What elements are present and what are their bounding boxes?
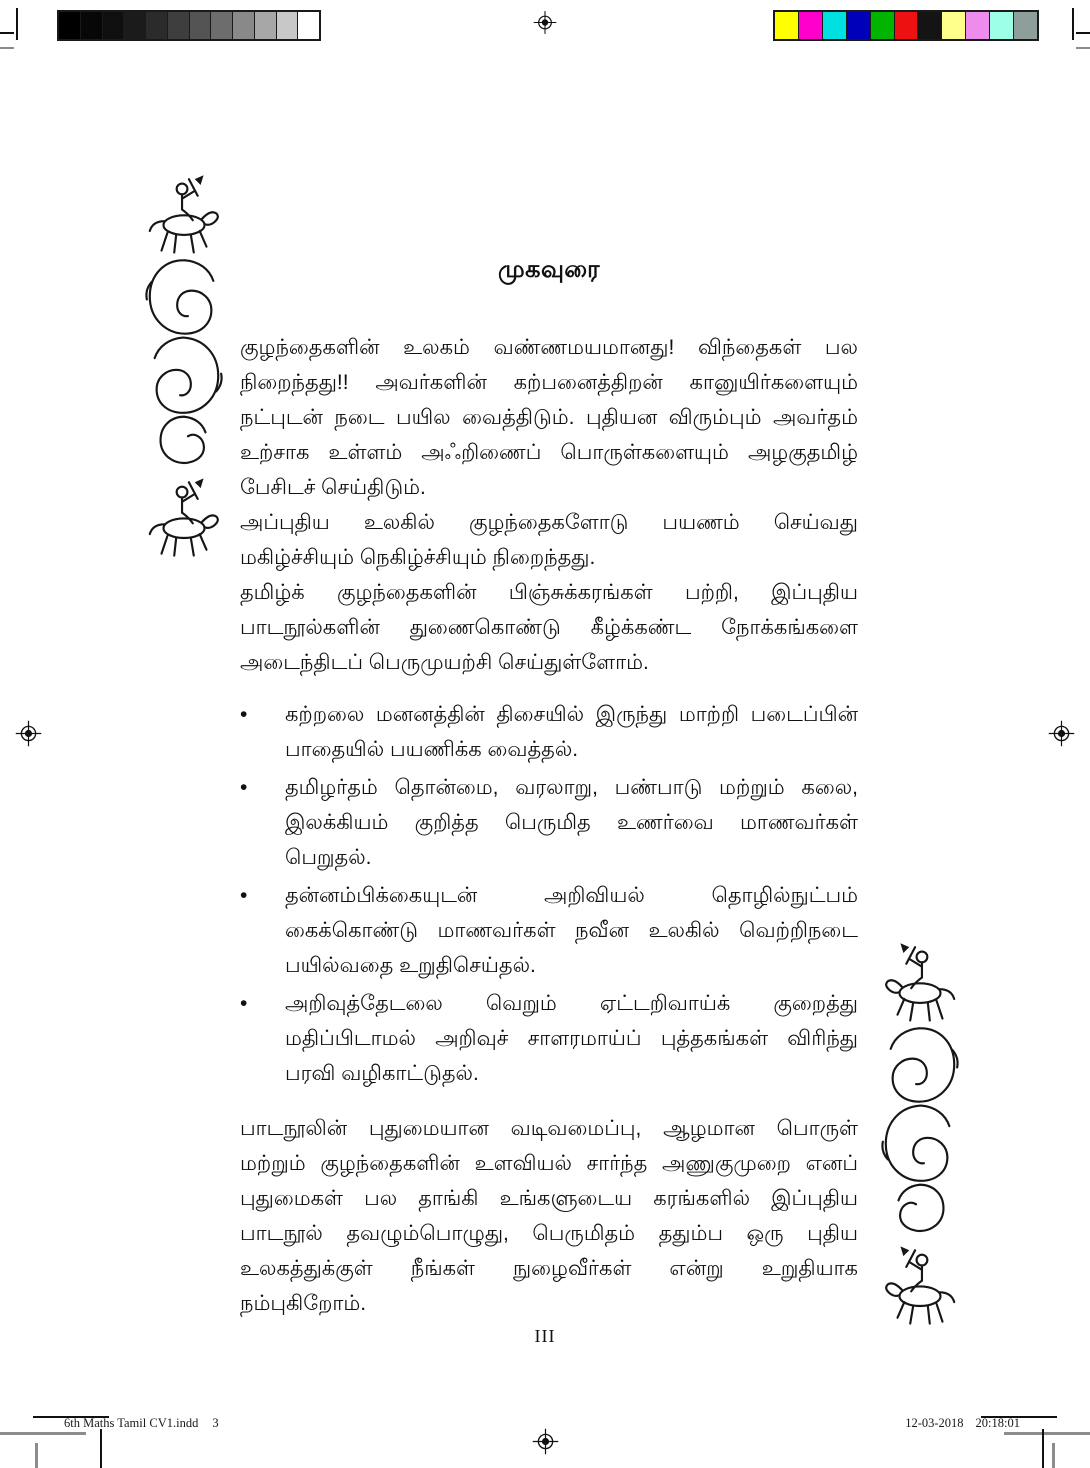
crop-mark xyxy=(1076,32,1090,34)
calibration-cell xyxy=(146,12,168,39)
crop-mark xyxy=(1004,1432,1090,1435)
calibration-cell xyxy=(871,12,895,39)
crop-mark xyxy=(1076,47,1090,49)
bullet-icon: • xyxy=(240,884,248,907)
calibration-cell xyxy=(990,12,1014,39)
paragraph-closing: பாடநூலின் புதுமையான வடிவமைப்பு, ஆழமான பொருள் மற்றும் குழந்தைகளின் உளவியல் சார்ந்த அணுகுமுறை எனப் புதுமைகள் பல தாங்கி உங்களுடைய கரங்களில் இப்புதிய பாடநூல் தவழும்பொழுது, பெருமிதம் ததும்ப ஒரு புதிய உலகத்துக்குள் நீங்கள் நுழைவீர்கள் என்று உறுதியாக நம்புகிறோம். xyxy=(240,1117,858,1315)
calibration-cell xyxy=(277,12,299,39)
imprint-right xyxy=(905,1416,1020,1431)
paragraph-intro: குழந்தைகளின் உலகம் வண்ணமயமானது! விந்தைகள் பல நிறைந்தது!! அவர்களின் கற்பனைத்திறன் கானுயிர்களையும் நட்புடன் நடை பயில வைத்திடும். புதியன விரும்பும் அவர்தம் உற்சாக உள்ளம் அஃறிணைப் பொருள்களையும் அழகுதமிழ் பேசிடச் செய்திடும். xyxy=(240,336,858,499)
calibration-cell xyxy=(190,12,212,39)
objectives-list xyxy=(240,697,858,1091)
registration-mark-icon xyxy=(532,1428,559,1455)
calibration-cell xyxy=(1014,12,1037,39)
crop-mark xyxy=(1042,1429,1044,1468)
crop-mark xyxy=(0,32,14,34)
imprint-left xyxy=(64,1416,219,1431)
calibration-cell xyxy=(942,12,966,39)
imprint-time: 20:18:01 xyxy=(975,1416,1020,1430)
crop-mark xyxy=(16,8,18,40)
calibration-cell xyxy=(918,12,942,39)
calibration-cell xyxy=(233,12,255,39)
right-rider-scroll-ornament xyxy=(876,934,964,1326)
crop-mark xyxy=(100,1429,102,1468)
list-item xyxy=(240,986,858,1091)
page-number: III xyxy=(534,1326,556,1346)
calibration-cell xyxy=(59,12,81,39)
bullet-icon: • xyxy=(240,992,248,1015)
bullet-text: அறிவுத்தேடலை வெறும் ஏட்டறிவாய்க் குறைத்து மதிப்பிடாமல் அறிவுச் சாளரமாய்ப் புத்தகங்கள் விரிந்து பரவி வழிகாட்டுதல். xyxy=(285,992,858,1085)
crop-mark xyxy=(0,47,14,49)
calibration-cell xyxy=(823,12,847,39)
calibration-cell xyxy=(298,12,319,39)
page-title: முகவுரை xyxy=(497,256,601,283)
bullet-text: கற்றலை மனனத்தின் திசையில் இருந்து மாற்றி படைப்பின் பாதையில் பயணிக்க வைத்தல். xyxy=(285,703,858,761)
registration-mark-icon xyxy=(15,720,42,747)
color-calibration-bar xyxy=(773,10,1039,41)
list-item xyxy=(240,697,858,767)
calibration-cell xyxy=(847,12,871,39)
crop-mark xyxy=(0,1432,86,1435)
crop-mark xyxy=(35,1443,38,1468)
bullet-text: தமிழர்தம் தொன்மை, வரலாறு, பண்பாடு மற்றும் கலை, இலக்கியம் குறித்த பெருமித உணர்வை மாணவர்கள் பெறுதல். xyxy=(285,776,858,869)
calibration-cell xyxy=(966,12,990,39)
paragraph-objectives-lead: தமிழ்க் குழந்தைகளின் பிஞ்சுக்கரங்கள் பற்றி, இப்புதிய பாடநூல்களின் துணைகொண்டு கீழ்க்கண்ட நோக்கங்களை அடைந்திடப் பெருமுயற்சி செய்துள்ளோம். xyxy=(240,581,858,674)
paragraph-journey: அப்புதிய உலகில் குழந்தைகளோடு பயணம் செய்வது மகிழ்ச்சியும் நெகிழ்ச்சியும் நிறைந்தது. xyxy=(240,511,858,569)
left-rider-scroll-ornament xyxy=(140,166,228,558)
registration-mark-icon xyxy=(533,7,557,38)
calibration-cell xyxy=(799,12,823,39)
imprint-date: 12-03-2018 xyxy=(905,1416,964,1430)
calibration-cell xyxy=(775,12,799,39)
calibration-cell xyxy=(255,12,277,39)
bullet-icon: • xyxy=(240,776,248,799)
bullet-icon: • xyxy=(240,703,248,726)
calibration-cell xyxy=(81,12,103,39)
imprint-sheet-number: 3 xyxy=(212,1416,219,1430)
list-item xyxy=(240,770,858,875)
crop-mark xyxy=(1052,1443,1055,1468)
grayscale-calibration-bar xyxy=(57,10,321,41)
calibration-cell xyxy=(211,12,233,39)
list-item xyxy=(240,878,858,983)
crop-mark xyxy=(1072,8,1074,40)
imprint-filename: 6th Maths Tamil CV1.indd xyxy=(64,1416,199,1430)
calibration-cell xyxy=(103,12,125,39)
preface-content xyxy=(240,256,858,1321)
registration-mark-icon xyxy=(1048,720,1075,747)
calibration-cell xyxy=(124,12,146,39)
bullet-text: தன்னம்பிக்கையுடன் அறிவியல் தொழில்நுட்பம் கைக்கொண்டு மாணவர்கள் நவீன உலகில் வெற்றிநடை பயில்வதை உறுதிசெய்தல். xyxy=(285,884,858,977)
calibration-cell xyxy=(168,12,190,39)
calibration-cell xyxy=(895,12,919,39)
